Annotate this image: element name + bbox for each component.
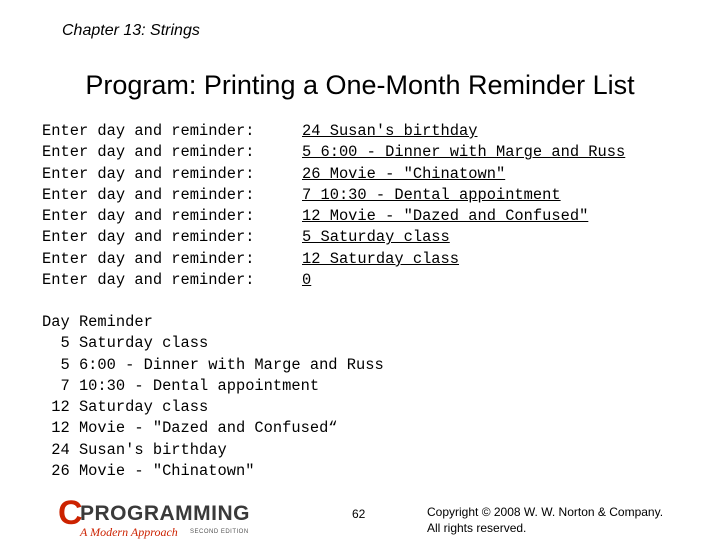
logo-wordmark: PROGRAMMING	[80, 502, 250, 525]
input-line	[42, 270, 625, 291]
book-logo	[58, 494, 268, 540]
input-prompt: Enter day and reminder:	[42, 271, 255, 290]
input-line	[42, 227, 625, 248]
input-prompt: Enter day and reminder:	[42, 249, 255, 268]
input-line	[42, 185, 625, 206]
chapter-heading: Chapter 13: Strings	[62, 22, 200, 39]
logo-subtitle: A Modern Approach	[80, 525, 178, 539]
input-line	[42, 121, 625, 142]
input-line	[42, 142, 625, 163]
page-number: 62	[352, 507, 366, 521]
input-line	[42, 164, 625, 185]
user-input: 12 Movie - "Dazed and Confused"	[302, 207, 589, 226]
output-row: 12 Saturday class	[42, 398, 209, 417]
slide-title: Program: Printing a One-Month Reminder List	[85, 70, 635, 100]
user-input: 24 Susan's birthday	[302, 122, 478, 140]
copyright-line: Copyright © 2008 W. W. Norton & Company.	[427, 505, 664, 519]
user-input: 7 10:30 - Dental appointment	[302, 185, 561, 204]
program-output	[42, 312, 384, 482]
user-input: 12 Saturday class	[302, 249, 460, 268]
user-input: 5 Saturday class	[302, 228, 450, 247]
input-prompt: Enter day and reminder:	[42, 228, 255, 247]
input-line	[42, 249, 625, 270]
output-row: 5 6:00 - Dinner with Marge and Russ	[42, 355, 384, 374]
output-row: 7 10:30 - Dental appointment	[42, 376, 320, 395]
user-input: 26 Movie - "Chinatown"	[302, 164, 506, 183]
user-input: 5 6:00 - Dinner with Marge and Russ	[302, 143, 626, 162]
output-row: 12 Movie - "Dazed and Confused“	[42, 419, 338, 438]
user-input: 0	[302, 271, 312, 290]
input-prompt: Enter day and reminder:	[42, 185, 255, 204]
input-prompt: Enter day and reminder:	[42, 143, 255, 162]
input-prompt: Enter day and reminder:	[42, 207, 255, 226]
input-prompt: Enter day and reminder:	[42, 122, 255, 140]
input-line	[42, 206, 625, 227]
output-row: 26 Movie - "Chinatown"	[42, 462, 255, 481]
output-header: Day Reminder	[42, 313, 153, 331]
output-row: 5 Saturday class	[42, 334, 209, 353]
logo-edition: SECOND EDITION	[190, 529, 249, 535]
copyright-line: All rights reserved.	[427, 521, 527, 535]
output-row: 24 Susan's birthday	[42, 440, 227, 459]
program-input-session	[42, 121, 625, 291]
input-prompt: Enter day and reminder:	[42, 164, 255, 183]
copyright-notice	[427, 504, 663, 536]
logo-c-mark-icon: C	[58, 494, 83, 532]
